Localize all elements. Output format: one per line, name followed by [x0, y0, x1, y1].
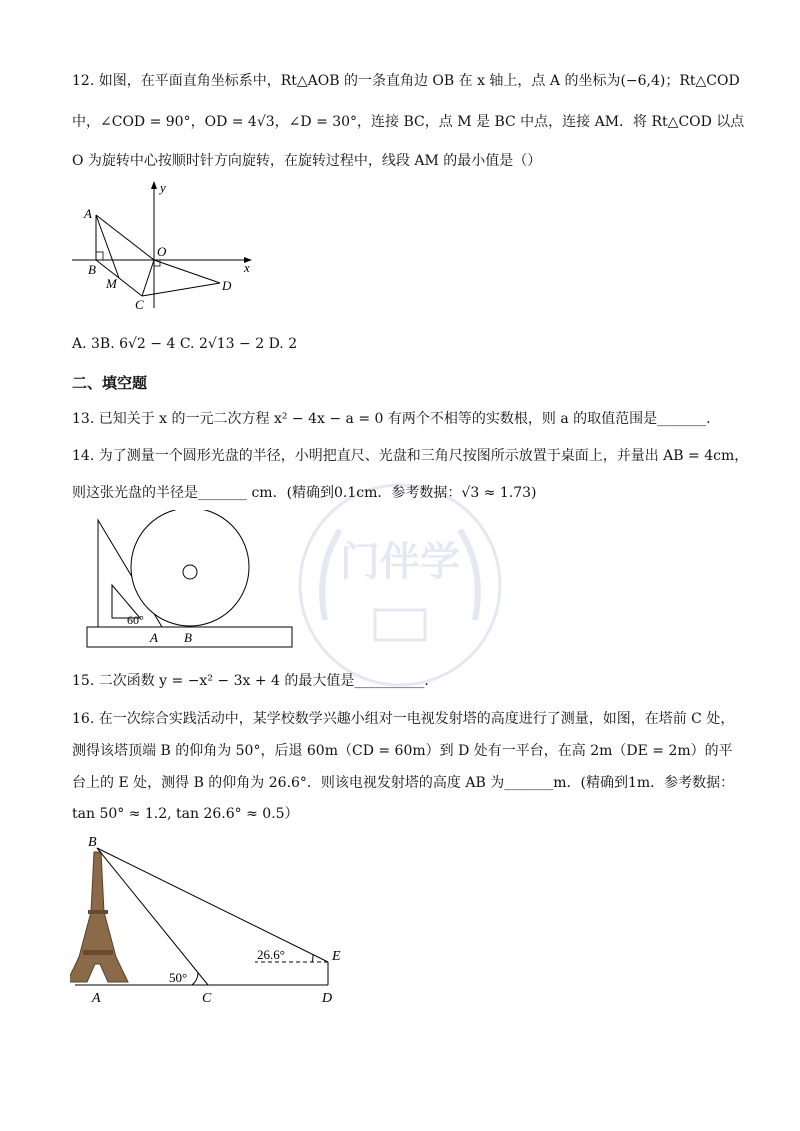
q16-line1: 16. 在一次综合实践活动中，某学校数学兴趣小组对一电视发射塔的高度进行了测量，如图，在塔前 C 处， [72, 711, 735, 727]
q12-label-B: B [88, 262, 96, 277]
q16-label-E: E [332, 949, 341, 964]
q16-angle-50: 50° [169, 970, 188, 985]
q14-angle-label: 60° [127, 613, 144, 627]
q14-line1: 14. 为了测量一个圆形光盘的半径，小明把直尺、光盘和三角尺按图所示放置于桌面上，并量出 AB = 4cm， [72, 448, 749, 464]
q12-label-O: O [157, 244, 167, 259]
q16-label-A: A [92, 991, 101, 1006]
q12-label-C: C [135, 297, 144, 312]
q13-line1: 13. 已知关于 x 的一元二次方程 x² − 4x − a = 0 有两个不相等的实数根，则 a 的取值范围是_______. [72, 411, 711, 427]
q16-line2: 测得该塔顶端 B 的仰角为 50°，后退 60m（CD = 60m）到 D 处有一平台，在高 2m（DE = 2m）的平 [72, 743, 733, 759]
q16-label-C: C [202, 991, 212, 1006]
q12-label-x: x [244, 260, 250, 275]
q14-figure [82, 510, 302, 650]
q14-line2: 则这张光盘的半径是_______ cm．(精确到0.1cm．参考数据：√3 ≈ 1.73) [72, 485, 537, 501]
q16-label-B: B [88, 835, 97, 850]
q16-angle-266: 26.6° [257, 947, 285, 962]
q16-line3: 台上的 E 处，测得 B 的仰角为 26.6°．则该电视发射塔的高度 AB 为_______m．(精确到1m．参考数据： [72, 775, 735, 791]
q15-line1: 15. 二次函数 y = −x² − 3x + 4 的最大值是__________. [72, 673, 429, 689]
watermark-text: 门伴学 [340, 539, 460, 585]
q12-label-D: D [222, 278, 232, 293]
watermark-logo [285, 470, 515, 700]
q12-line2: 中，∠COD = 90°，OD = 4√3，∠D = 30°，连接 BC，点 M 是 BC 中点，连接 AM．将 Rt△COD 以点 [72, 114, 745, 130]
q14-label-B: B [184, 630, 192, 645]
q12-label-y: y [160, 180, 166, 195]
q14-label-A: A [150, 630, 158, 645]
q16-label-D: D [322, 991, 333, 1006]
q12-options: A. 3B. 6√2 − 4 C. 2√13 − 2 D. 2 [72, 336, 298, 352]
q12-line3: O 为旋转中心按顺时针方向旋转，在旋转过程中，线段 AM 的最小值是（） [72, 153, 542, 169]
q12-label-A: A [84, 206, 92, 221]
q12-label-M: M [106, 276, 117, 291]
q12-line1: 12. 如图，在平面直角坐标系中，Rt△AOB 的一条直角边 OB 在 x 轴上，点 A 的坐标为(−6,4)；Rt△COD [72, 73, 740, 89]
q16-figure [70, 832, 360, 1012]
q16-line4: tan 50° ≈ 1.2, tan 26.6° ≈ 0.5） [72, 806, 299, 822]
q12-figure [72, 178, 272, 313]
section-title: 二、填空题 [72, 374, 148, 392]
